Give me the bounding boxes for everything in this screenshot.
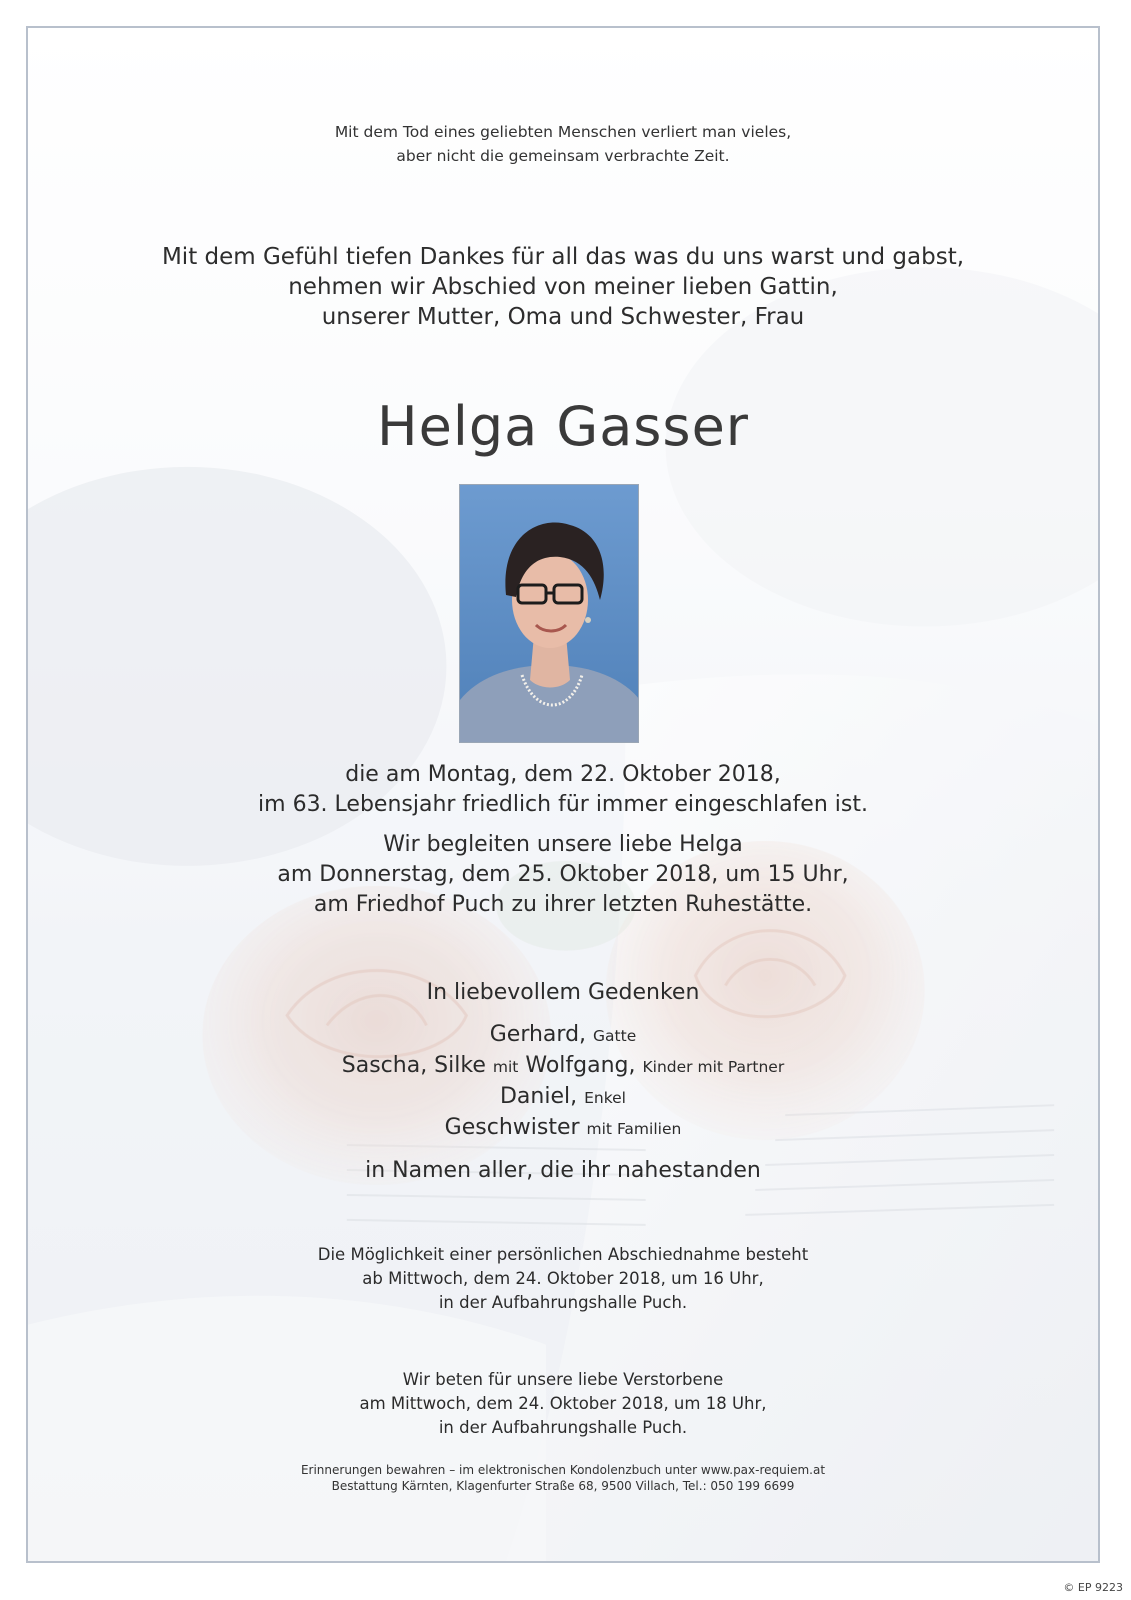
- obituary-card: [26, 26, 1100, 1563]
- closing-line: in Namen aller, die ihr nahestanden: [365, 1158, 761, 1183]
- prayer-info: [28, 1368, 1098, 1440]
- death-line-2: im 63. Lebensjahr friedlich für immer eingeschlafen ist.: [258, 792, 868, 817]
- funeral-info: [28, 830, 1098, 920]
- intro-line-2: nehmen wir Abschied von meiner lieben Gattin,: [288, 274, 838, 300]
- mourners-list: [28, 1020, 1098, 1144]
- mourner-relation: mit Familien: [586, 1120, 682, 1138]
- mourner-row: [28, 1020, 1098, 1051]
- intro-line-1: Mit dem Gefühl tiefen Dankes für all das was du uns warst und gabst,: [161, 244, 965, 270]
- death-line-1: die am Montag, dem 22. Oktober 2018,: [345, 762, 781, 787]
- death-notice: [28, 760, 1098, 820]
- farewell-line-3: in der Aufbahrungshalle Puch.: [438, 1293, 688, 1312]
- mourner-name: Geschwister: [444, 1115, 580, 1140]
- quote-line-1: Mit dem Tod eines geliebten Menschen verliert man vieles,: [334, 123, 792, 141]
- mourner-name: Wolfgang,: [525, 1053, 636, 1078]
- document-code: © EP 9223: [1063, 1581, 1123, 1594]
- footer: [28, 1462, 1098, 1494]
- opening-quote: [28, 120, 1098, 168]
- farewell-info: [28, 1243, 1098, 1315]
- farewell-line-2: ab Mittwoch, dem 24. Oktober 2018, um 16 Uhr,: [362, 1269, 764, 1288]
- footer-line-1: Erinnerungen bewahren – im elektronischen Kondolenzbuch unter www.pax-requiem.at: [300, 1463, 826, 1477]
- mourner-relation: Gatte: [593, 1027, 637, 1045]
- prayer-line-3: in der Aufbahrungshalle Puch.: [438, 1418, 688, 1437]
- portrait-illustration: [460, 485, 639, 743]
- funeral-line-2: am Donnerstag, dem 25. Oktober 2018, um 15 Uhr,: [277, 862, 849, 887]
- mourner-relation: Kinder mit Partner: [642, 1058, 785, 1076]
- prayer-line-2: am Mittwoch, dem 24. Oktober 2018, um 18 Uhr,: [359, 1394, 767, 1413]
- portrait-photo: [459, 484, 639, 743]
- quote-line-2: aber nicht die gemeinsam verbrachte Zeit.: [396, 147, 730, 165]
- farewell-line-1: Die Möglichkeit einer persönlichen Abschiednahme besteht: [317, 1245, 809, 1264]
- deceased-name: Helga Gasser: [377, 395, 749, 458]
- intro-text: [28, 242, 1098, 332]
- funeral-line-1: Wir begleiten unsere liebe Helga: [383, 832, 743, 857]
- mourner-row: [28, 1051, 1098, 1082]
- mourner-row: [28, 1113, 1098, 1144]
- funeral-line-3: am Friedhof Puch zu ihrer letzten Ruhestätte.: [313, 892, 813, 917]
- mourner-conjunction: mit: [492, 1058, 519, 1076]
- prayer-line-1: Wir beten für unsere liebe Verstorbene: [402, 1370, 724, 1389]
- mourner-name: Gerhard,: [489, 1022, 587, 1047]
- mourner-relation: Enkel: [584, 1089, 626, 1107]
- mourner-row: [28, 1082, 1098, 1113]
- mourner-name: Daniel,: [499, 1084, 578, 1109]
- memory-heading: In liebevollem Gedenken: [426, 980, 700, 1005]
- footer-line-2: Bestattung Kärnten, Klagenfurter Straße 68, 9500 Villach, Tel.: 050 199 6699: [331, 1479, 795, 1493]
- intro-line-3: unserer Mutter, Oma und Schwester, Frau: [321, 304, 805, 330]
- mourner-name: Sascha, Silke: [341, 1053, 486, 1078]
